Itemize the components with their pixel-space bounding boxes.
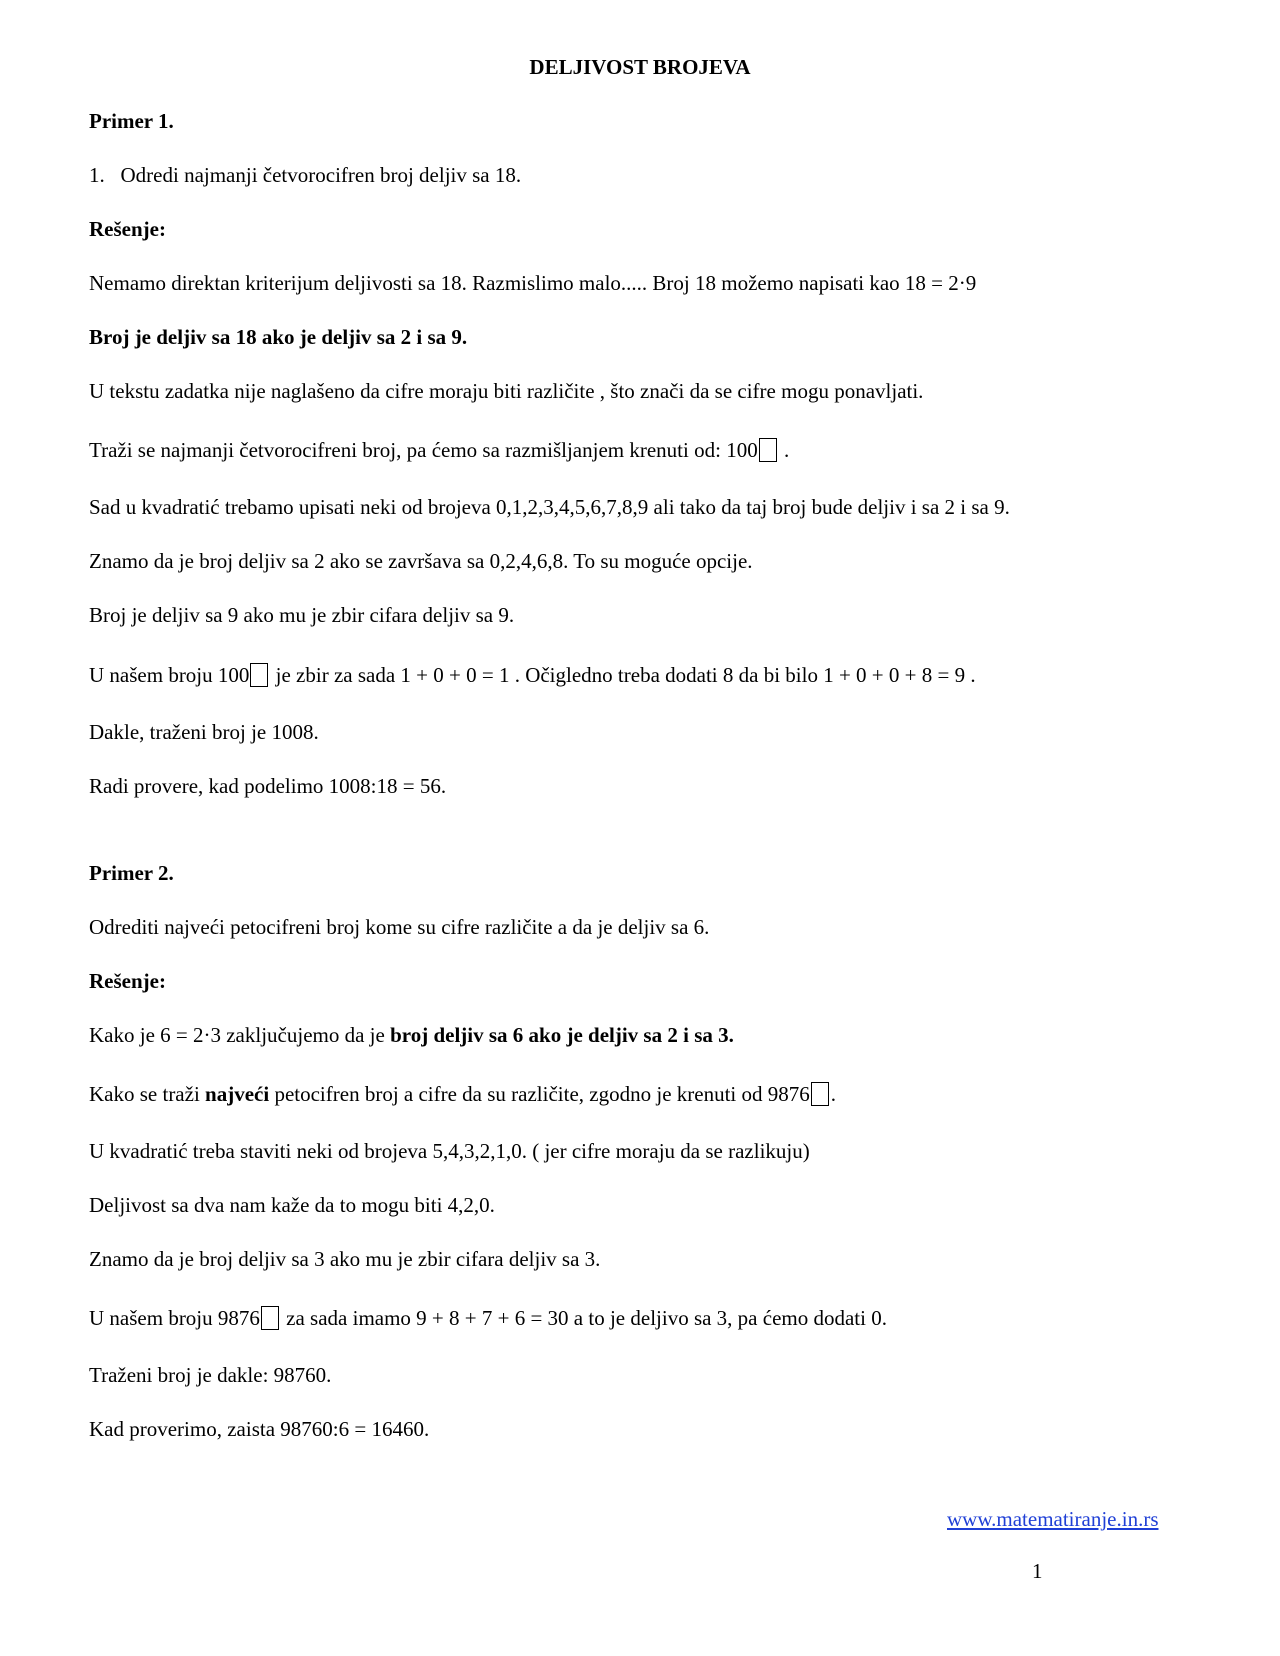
website-link[interactable]: www.matematiranje.in.rs	[947, 1507, 1159, 1531]
primer1-line-8-text: U našem broju 100	[89, 663, 250, 687]
primer2-line-3: U kvadratić treba staviti neki od brojeva 5,4,3,2,1,0. ( jer cifre moraju da se razlikuju)	[89, 1139, 810, 1163]
primer1-line-5: Sad u kvadratić trebamo upisati neki od brojeva 0,1,2,3,4,5,6,7,8,9 ali tako da taj broj bude deljiv i sa 2 i sa 9.	[89, 495, 1010, 519]
primer2-line-4: Deljivost sa dva nam kaže da to mogu biti 4,2,0.	[89, 1193, 495, 1217]
primer1-line-6: Znamo da je broj deljiv sa 2 ako se završava sa 0,2,4,6,8. To su moguće opcije.	[89, 549, 753, 573]
primer1-line-4-text: Traži se najmanji četvorocifreni broj, pa ćemo sa razmišljanjem krenuti od: 100	[89, 438, 758, 462]
primer2-line-2-rest: petocifren broj a cifre da su različite, zgodno je krenuti od 9876	[269, 1082, 810, 1106]
primer2-line-8: Kad proverimo, zaista 98760:6 = 16460.	[89, 1417, 430, 1441]
primer2-line-6-text: U našem broju 9876	[89, 1306, 260, 1330]
primer2-heading: Primer 2.	[89, 861, 174, 885]
primer1-line-9: Dakle, traženi broj je 1008.	[89, 720, 319, 744]
primer2-task: Odrediti najveći petocifreni broj kome su cifre različite a da je deljiv sa 6.	[89, 915, 710, 939]
primer2-line-2	[89, 1081, 836, 1107]
primer1-line-4-end: .	[778, 438, 790, 462]
primer1-line-8	[89, 662, 976, 688]
primer1-line-4	[89, 437, 789, 463]
page-number: 1	[1032, 1559, 1043, 1583]
primer2-line-1-bold: broj deljiv sa 6 ako je deljiv sa 2 i sa 3.	[390, 1023, 734, 1047]
primer2-line-6	[89, 1305, 887, 1331]
primer2-line-2-text: Kako se traži	[89, 1082, 206, 1106]
primer2-line-6-end: za sada imamo 9 + 8 + 7 + 6 = 30 a to je deljivo sa 3, pa ćemo dodati 0.	[280, 1306, 887, 1330]
primer2-line-1-text: Kako je 6 = 2·3 zaključujemo da je	[89, 1023, 391, 1047]
primer1-task	[89, 162, 521, 188]
primer2-line-1	[89, 1022, 734, 1048]
primer1-line-3: U tekstu zadatka nije naglašeno da cifre moraju biti različite , što znači da se cifre mogu ponavljati.	[89, 379, 924, 403]
primer1-line-8-end: je zbir za sada 1 + 0 + 0 = 1 . Očigledno treba dodati 8 da bi bilo 1 + 0 + 0 + 8 = 9 .	[270, 663, 976, 687]
primer1-heading: Primer 1.	[89, 109, 174, 133]
digit-placeholder-box	[811, 1082, 829, 1106]
digit-placeholder-box	[250, 663, 268, 687]
document-title: DELJIVOST BROJEVA	[529, 55, 751, 79]
primer2-line-2-end: .	[830, 1082, 836, 1106]
primer1-line-7: Broj je deljiv sa 9 ako mu je zbir cifara deljiv sa 9.	[89, 603, 515, 627]
task-number: 1.	[89, 163, 105, 187]
primer2-line-2-bold: najveći	[205, 1082, 270, 1106]
primer1-solution-heading: Rešenje:	[89, 217, 166, 241]
digit-placeholder-box	[759, 438, 777, 462]
primer1-line-10: Radi provere, kad podelimo 1008:18 = 56.	[89, 774, 447, 798]
primer2-line-5: Znamo da je broj deljiv sa 3 ako mu je zbir cifara deljiv sa 3.	[89, 1247, 601, 1271]
digit-placeholder-box	[261, 1306, 279, 1330]
primer2-line-7: Traženi broj je dakle: 98760.	[89, 1363, 332, 1387]
primer1-line-2: Broj je deljiv sa 18 ako je deljiv sa 2 i sa 9.	[89, 325, 468, 349]
primer1-line-1: Nemamo direktan kriterijum deljivosti sa 18. Razmislimo malo..... Broj 18 možemo napisati kao 18 = 2·9	[89, 271, 977, 295]
task-text: Odredi najmanji četvorocifren broj deljiv sa 18.	[120, 163, 522, 187]
primer2-solution-heading: Rešenje:	[89, 969, 166, 993]
